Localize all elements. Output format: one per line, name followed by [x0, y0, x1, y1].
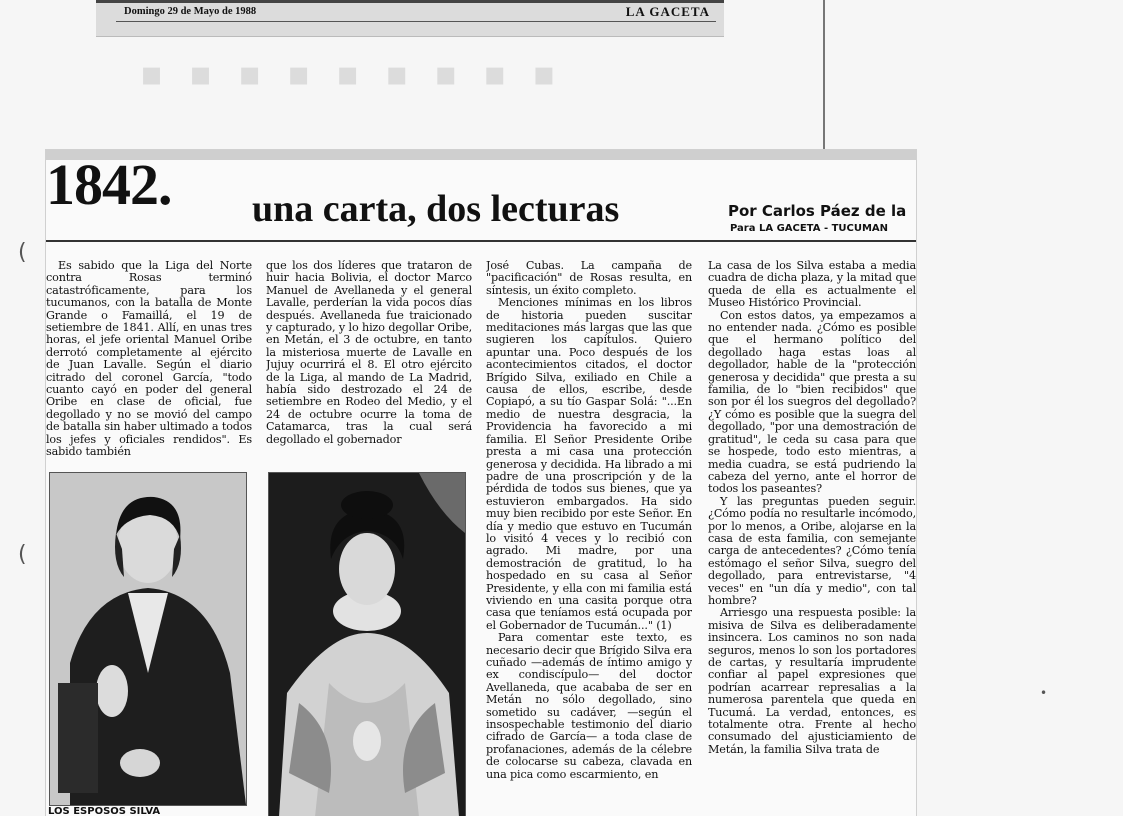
bleed-through-text: ▪▪▪▪▪▪▪▪▪: [140, 54, 582, 94]
newspaper-clipping: [46, 150, 916, 816]
header-rule: [116, 21, 716, 22]
article-column-1: [46, 260, 252, 460]
article-column-2: [266, 260, 472, 460]
clipping-top-edge: [46, 150, 916, 160]
headline-text: una carta, dos lecturas: [252, 188, 620, 230]
header-top-rule: [96, 0, 724, 3]
portrait-woman-illustration: [269, 473, 465, 816]
portrait-woman-photo: [268, 472, 466, 816]
portrait-man-photo: [49, 472, 247, 806]
binder-hole-mark: (: [18, 542, 27, 567]
newspaper-name: LA GACETA: [625, 4, 710, 19]
scan-speck: •: [1040, 686, 1048, 700]
article-paragraph: Para comentar este texto, es necesario decir que Brígido Silva era cuñado —además de íntimo amigo y ex condiscípulo— del doctor Avellaneda, que acababa de ser en Metán no sólo degollado, sino sometido su cadáver, —según el insospechable testimonio del diario cifrado de García— a toda clase de profanaciones, además de la célebre de colocarse su cabeza, clavada en una pica como escarmiento, en: [486, 631, 692, 781]
byline-author: Por Carlos Páez de la: [728, 202, 907, 220]
article-paragraph: La casa de los Silva estaba a media cuadra de dicha plaza, y la mitad que queda de ella es actualmente el Museo Histórico Provincial.: [708, 260, 916, 310]
article-paragraph: Es sabido que la Liga del Norte contra Rosas terminó catastróficamente, para los tucumanos, con la batalla de Monte Grande o Famaillá, el 19 de setiembre de 1841. Allí, en unas tres horas, el jefe oriental Manuel Oribe derrotó completamente al ejército de Juan Lavalle. Según el diario citrado del coronel García, "todo cuanto cayó en poder del general Oribe en clase de oficial, fue degollado y no se movió del campo de batalla sin haber ultimado a todos los jefes y oficiales rendidos". Es sabido también: [46, 260, 252, 459]
article-paragraph: Y las preguntas pueden seguir. ¿Cómo podía no resultarle incómodo, por lo menos, a Oribe, alojarse en la casa de esta familia, con semejante carga de antecedentes? ¿Cómo tenía estómago el señor Silva, suegro del degollado, para entrevistarse, "4 veces" en "un día y medio", con tal hombre?: [708, 494, 916, 607]
article-column-3: [486, 260, 692, 816]
article-paragraph: José Cubas. La campaña de "pacificación" de Rosas resulta, en síntesis, un éxito completo.: [486, 260, 692, 297]
article-paragraph: Arriesgo una respuesta posible: la misiva de Silva es deliberadamente insincera. Los caminos no son nada seguros, menos lo son los portadores de cartas, y resultaría imprudente confiar al papel expresiones que podrían acarrear represalias a la numerosa parentela que queda en Tucumá. La verdad, entonces, es totalmente otra. Frente al hecho consumado del ajusticiamiento de Metán, la familia Silva trata de: [708, 606, 916, 756]
article-paragraph: Con estos datos, ya empezamos a no entender nada. ¿Cómo es posible que el hermano político del degollado haga estas loas al degollador, hable de la "protección generosa y decidida" que presta a su familia, de lo "bien recibidos" que son por él los suegros del degollado? ¿Y cómo es posible que la suegra del degollado, "por una demostración de gratitud", le ceda su casa para que se hospede, todo esto mientras, a media cuadra, se está pudriendo la cabeza del yerno, ante el horror de todos los paseantes?: [708, 308, 916, 496]
article-paragraph: Menciones mínimas en los libros de historia pueden suscitar meditaciones más largas que las que sugieren los capítulos. Quiero apuntar una. Poco después de los acontecimientos citados, el doctor Brígido Silva, exiliado en Chile a causa de ellos, escribe, desde Copiapó, a su tío Gaspar Solá: "...En medio de nuestra desgracia, la Providencia ha favorecido a mi familia. El Señor Presidente Oribe presta a mi casa una protección generosa y decidida. Ha librado a mi padre de una proscripción y de la pérdida de todos sus bienes, que ya estuvieron embargados. Ha sido muy bien recibido por este Señor. En día y medio que estuvo en Tucumán lo visitó 4 veces y lo recibió con agrado. Mi madre, por una demostración de gratitud, lo ha hospedado en su casa al Señor Presidente, y ella con mi familia está viviendo en una casita porque otra casa que teníamos está ocupada por el Gobernador de Tucumán..." (1): [486, 296, 692, 632]
headline-rule: [46, 240, 916, 242]
portrait-man-illustration: [50, 473, 246, 805]
byline-source: Para LA GACETA - TUCUMAN: [730, 223, 889, 234]
issue-date: Domingo 29 de Mayo de 1988: [124, 6, 257, 17]
article-column-4: [708, 260, 916, 816]
scan-edge-line: [823, 0, 825, 150]
headline-year: 1842.: [46, 152, 172, 217]
newspaper-header-strip: [96, 0, 724, 37]
photo-caption: LOS ESPOSOS SILVA: [48, 806, 161, 816]
article-paragraph: que los dos líderes que trataron de huir hacia Bolivia, el doctor Marco Manuel de Avellaneda y el general Lavalle, perderían la vida pocos días después. Avellaneda fue traicionado y capturado, y lo hizo degollar Oribe, en Metán, el 3 de octubre, en tanto la misteriosa muerte de Lavalle en Jujuy ocurrirá el 8. El otro ejército de la Liga, al mando de La Madrid, había sido destrozado el 24 de setiembre en Rodeo del Medio, y el 24 de octubre ocurre la toma de Catamarca, tras la cual será degollado el gobernador: [266, 260, 472, 446]
binder-hole-mark: (: [18, 240, 27, 265]
